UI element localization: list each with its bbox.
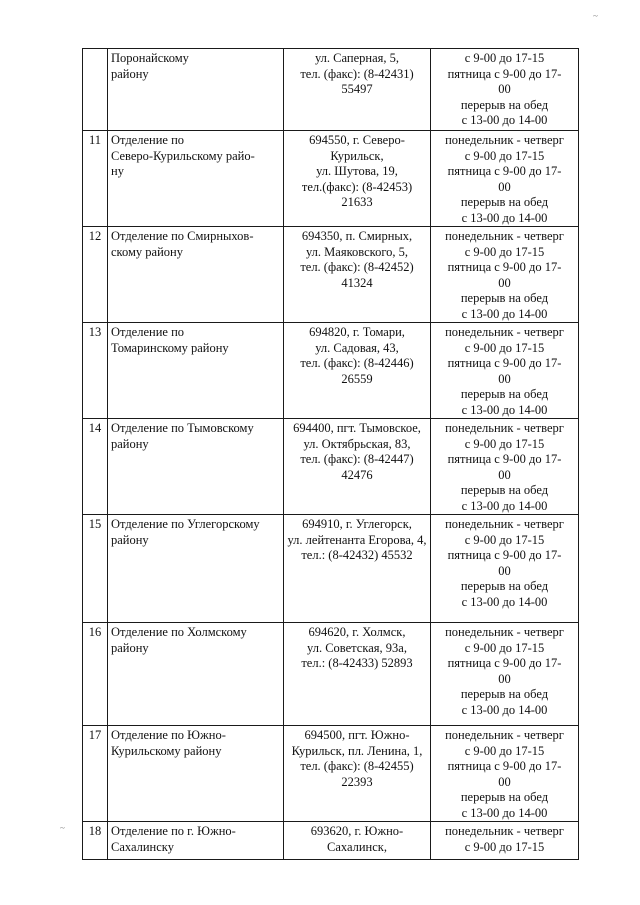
office-hours: с 9-00 до 17-15 пятница с 9-00 до 17- 00 перерыв на обед с 13-00 до 14-00 <box>431 49 579 131</box>
row-number: 18 <box>83 822 108 860</box>
table-row <box>83 822 579 860</box>
office-address: ул. Саперная, 5, тел. (факс): (8-42431) 55497 <box>284 49 431 131</box>
office-name: Отделение по Томаринскому району <box>108 323 284 419</box>
row-number: 16 <box>83 623 108 726</box>
office-address: 694910, г. Углегорск, ул. лейтенанта Егорова, 4, тел.: (8-42432) 45532 <box>284 515 431 623</box>
scan-mark-top: ~ <box>593 11 598 21</box>
scan-mark-left: ~ <box>60 823 65 833</box>
row-number: 13 <box>83 323 108 419</box>
row-number: 15 <box>83 515 108 623</box>
office-address: 694500, пгт. Южно- Курильск, пл. Ленина, 1, тел. (факс): (8-42455) 22393 <box>284 726 431 822</box>
office-name: Поронайскому району <box>108 49 284 131</box>
office-hours: понедельник - четверг с 9-00 до 17-15 пятница с 9-00 до 17- 00 перерыв на обед с 13-00 до 14-00 <box>431 323 579 419</box>
office-address: 694550, г. Северо- Курильск, ул. Шутова, 19, тел.(факс): (8-42453) 21633 <box>284 131 431 227</box>
row-number: 11 <box>83 131 108 227</box>
table-row <box>83 726 579 822</box>
office-address: 694350, п. Смирных, ул. Маяковского, 5, тел. (факс): (8-42452) 41324 <box>284 227 431 323</box>
office-address: 694820, г. Томари, ул. Садовая, 43, тел. (факс): (8-42446) 26559 <box>284 323 431 419</box>
office-name: Отделение по Южно- Курильскому району <box>108 726 284 822</box>
table-row <box>83 515 579 623</box>
office-name: Отделение по Холмскому району <box>108 623 284 726</box>
row-number: 17 <box>83 726 108 822</box>
office-address: 694620, г. Холмск, ул. Советская, 93а, тел.: (8-42433) 52893 <box>284 623 431 726</box>
office-hours: понедельник - четверг с 9-00 до 17-15 пятница с 9-00 до 17- 00 перерыв на обед с 13-00 до 14-00 <box>431 419 579 515</box>
office-hours: понедельник - четверг с 9-00 до 17-15 пятница с 9-00 до 17- 00 перерыв на обед с 13-00 до 14-00 <box>431 227 579 323</box>
office-address: 693620, г. Южно- Сахалинск, <box>284 822 431 860</box>
office-name: Отделение по Тымовскому району <box>108 419 284 515</box>
office-hours: понедельник - четверг с 9-00 до 17-15 пятница с 9-00 до 17- 00 перерыв на обед с 13-00 до 14-00 <box>431 515 579 623</box>
table-row <box>83 49 579 131</box>
office-name: Отделение по г. Южно- Сахалинску <box>108 822 284 860</box>
office-hours: понедельник - четверг с 9-00 до 17-15 пятница с 9-00 до 17- 00 перерыв на обед с 13-00 до 14-00 <box>431 623 579 726</box>
row-number: 14 <box>83 419 108 515</box>
table-row <box>83 323 579 419</box>
office-hours: понедельник - четверг с 9-00 до 17-15 <box>431 822 579 860</box>
table-row <box>83 623 579 726</box>
row-number <box>83 49 108 131</box>
office-name: Отделение по Северо-Курильскому райо- ну <box>108 131 284 227</box>
offices-table <box>82 48 579 860</box>
table-row <box>83 419 579 515</box>
table-row <box>83 227 579 323</box>
office-hours: понедельник - четверг с 9-00 до 17-15 пятница с 9-00 до 17- 00 перерыв на обед с 13-00 до 14-00 <box>431 131 579 227</box>
table-row <box>83 131 579 227</box>
office-name: Отделение по Углегорскому району <box>108 515 284 623</box>
office-hours: понедельник - четверг с 9-00 до 17-15 пятница с 9-00 до 17- 00 перерыв на обед с 13-00 до 14-00 <box>431 726 579 822</box>
row-number: 12 <box>83 227 108 323</box>
office-address: 694400, пгт. Тымовское, ул. Октябрьская, 83, тел. (факс): (8-42447) 42476 <box>284 419 431 515</box>
office-name: Отделение по Смирныхов- скому району <box>108 227 284 323</box>
